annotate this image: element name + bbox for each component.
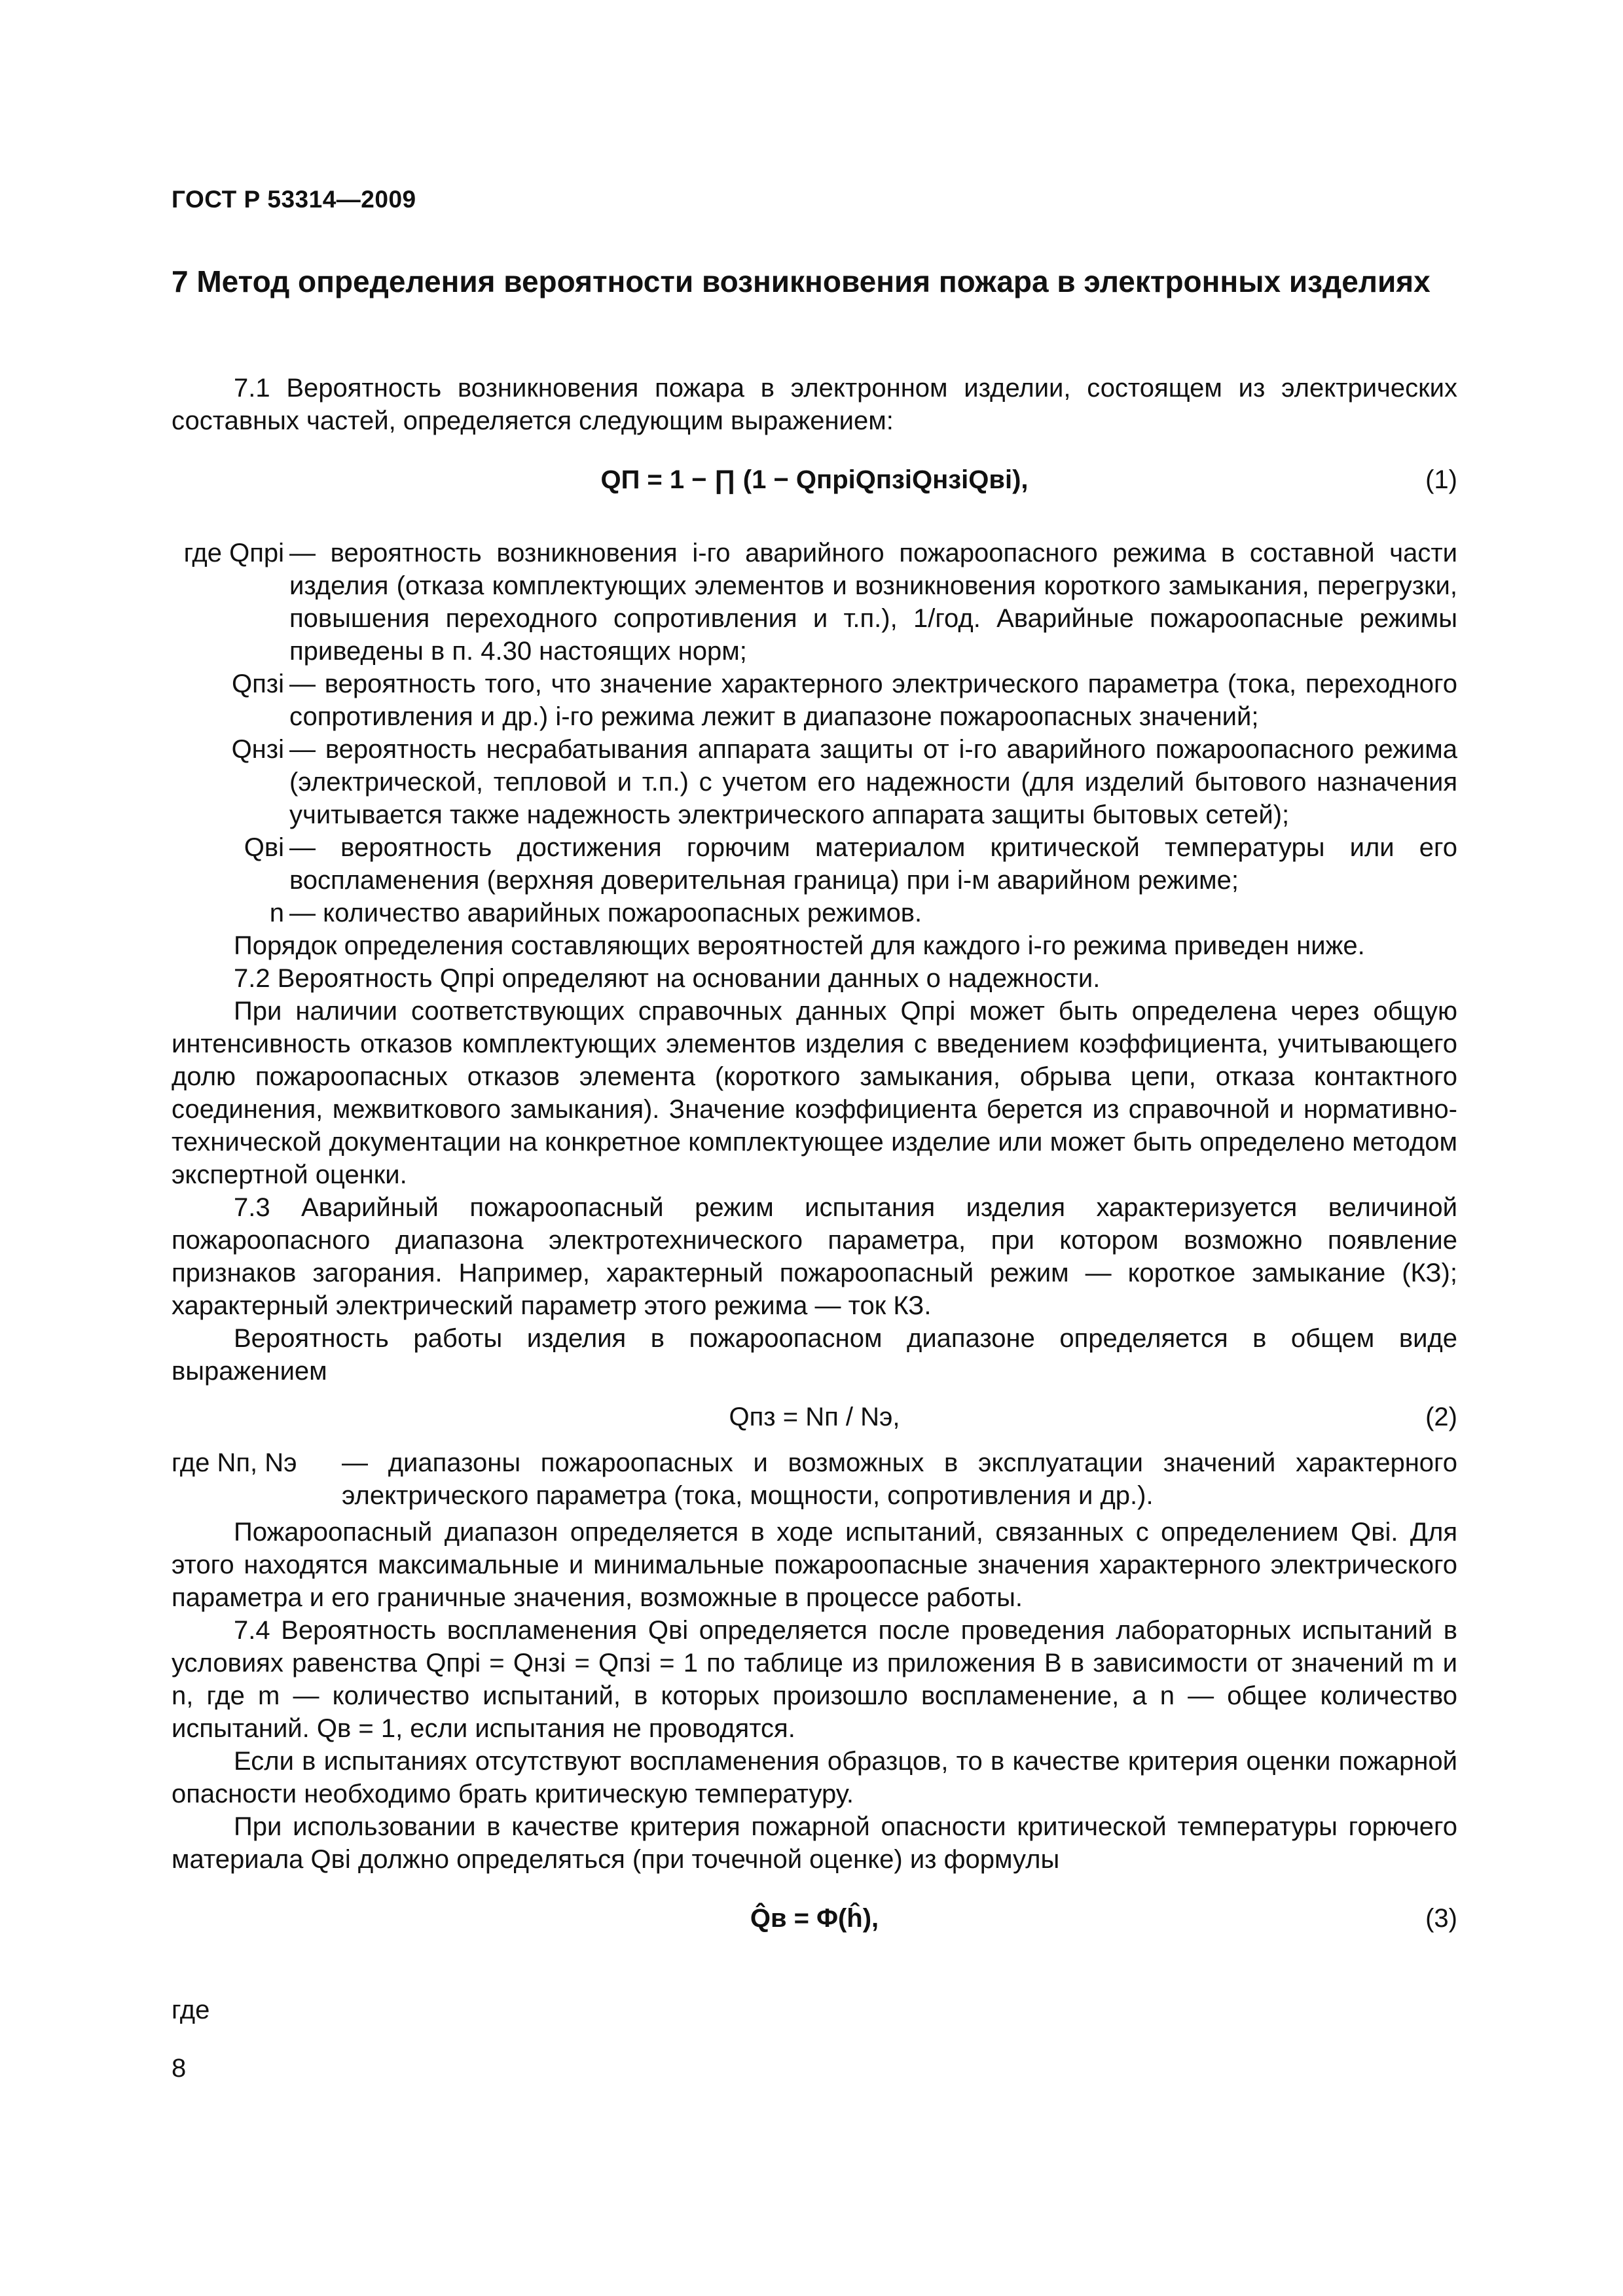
equation-1 xyxy=(172,437,1457,537)
page-number: 8 xyxy=(172,2054,187,2083)
document-body xyxy=(172,372,1457,2026)
paragraph: Порядок определения составляющих вероятностей для каждого i-го режима приведен ниже. xyxy=(234,931,1365,960)
paragraph: При наличии соответствующих справочных данных Qпрi может быть определена через общую интенсивность отказов комплектующих элементов изделия с введением коэффициента, учитывающего долю пожароопасных отказов элемента (короткого замыкания, обрыва цепи, отказа контактного соединения, межвиткового замыкания). Значение коэффициента берется из справочной и нормативно-технической документации на конкретное комплектующее изделие или может быть определено методом экспертной оценки. xyxy=(172,997,1457,1189)
standard-number: ГОСТ Р 53314—2009 xyxy=(172,186,416,213)
equation-1-formula: QП = 1 − ∏ (1 − QпрiQпзiQнзiQвi), xyxy=(600,465,1029,494)
equation-3-formula: Q̂в = Φ(ĥ), xyxy=(750,1904,879,1933)
paragraph-7-3: 7.3 Аварийный пожароопасный режим испытания изделия характеризуется величиной пожароопасного диапазона электротехнического параметра, при котором возможно появление признаков загорания. Например, характерный пожароопасный режим — короткое замыкание (КЗ); характерный электрический параметр этого режима — ток КЗ. xyxy=(172,1193,1457,1320)
equation-3-number: (3) xyxy=(1425,1904,1457,1933)
definition-symbol: Qнзi xyxy=(231,735,284,764)
equation-1-number: (1) xyxy=(1425,465,1457,494)
paragraph: Вероятность работы изделия в пожароопасном диапазоне определяется в общем виде выражением xyxy=(172,1324,1457,1386)
paragraph: Пожароопасный диапазон определяется в ходе испытаний, связанных с определением Qвi. Для этого находятся максимальные и минимальные пожароопасные значения характерного электрического параметра и его граничные значения, возможные в процессе работы. xyxy=(172,1518,1457,1612)
paragraph: При использовании в качестве критерия пожарной опасности критической температуры горючего материала Qвi должно определяться (при точечной оценке) из формулы xyxy=(172,1812,1457,1874)
definition-symbol: Qвi xyxy=(244,833,284,862)
definition-symbol: где Nп, Nэ xyxy=(172,1448,297,1477)
definition-text: — количество аварийных пожароопасных режимов. xyxy=(289,899,922,927)
paragraph-7-1: 7.1 Вероятность возникновения пожара в электронном изделии, состоящем из электрических составных частей, определяется следующим выражением: xyxy=(172,374,1457,435)
definition-row xyxy=(172,897,1457,929)
definition-text: — вероятность несрабатывания аппарата защиты от i-го аварийного пожароопасного режима (электрической, тепловой и т.п.) с учетом его надежности (для изделий бытового назначения учитывается также надежность электрического аппарата защиты бытовых сетей); xyxy=(289,735,1457,829)
definition-symbol: n xyxy=(269,899,284,927)
definition-row xyxy=(172,831,1457,897)
equation-2-formula: Qпз = Nп / Nэ, xyxy=(729,1403,900,1431)
definition-symbol: Qпрi xyxy=(229,539,284,567)
equation-3 xyxy=(172,1889,1457,1954)
definition-text: — вероятность того, что значение характерного электрического параметра (тока, переходного сопротивления и др.) i-го режима лежит в диапазоне пожароопасных значений; xyxy=(289,670,1457,731)
definition-text: — вероятность возникновения i-го аварийного пожароопасного режима в составной части изделия (отказа комплектующих элементов и возникновения короткого замыкания, перегрузки, повышения переходного сопротивления и т.п.), 1/год. Аварийные пожароопасные режимы приведены в п. 4.30 настоящих норм; xyxy=(289,539,1457,666)
where-lead: где xyxy=(183,539,222,567)
definition-text: — вероятность достижения горючим материалом критической температуры или его воспламенения (верхняя доверительная граница) при i-м аварийном режиме; xyxy=(289,833,1457,895)
paragraph-7-2: 7.2 Вероятность Qпрi определяют на основании данных о надежности. xyxy=(234,964,1101,993)
definition-row xyxy=(172,668,1457,733)
definition-text: — диапазоны пожароопасных и возможных в эксплуатации значений характерного электрического параметра (тока, мощности, сопротивления и др.). xyxy=(342,1448,1457,1510)
section-heading: 7 Метод определения вероятности возникновения пожара в электронных изделиях xyxy=(172,264,1431,298)
definition-row xyxy=(172,1446,1457,1512)
where-label: где xyxy=(172,1996,210,2024)
definition-row xyxy=(172,733,1457,831)
paragraph: Если в испытаниях отсутствуют воспламенения образцов, то в качестве критерия оценки пожарной опасности необходимо брать критическую температуру. xyxy=(172,1747,1457,1808)
equation-2 xyxy=(172,1401,1457,1446)
definition-row xyxy=(172,537,1457,668)
paragraph-7-4: 7.4 Вероятность воспламенения Qвi определяется после проведения лабораторных испытаний в условиях равенства Qпрi = Qнзi = Qпзi = 1 по таблице из приложения В в зависимости от значений m и n, где m — количество испытаний, в которых произошло воспламенение, а n — общее количество испытаний. Qв = 1, если испытания не проводятся. xyxy=(172,1616,1457,1743)
definition-symbol: Qпзi xyxy=(232,670,284,698)
equation-2-number: (2) xyxy=(1425,1403,1457,1431)
